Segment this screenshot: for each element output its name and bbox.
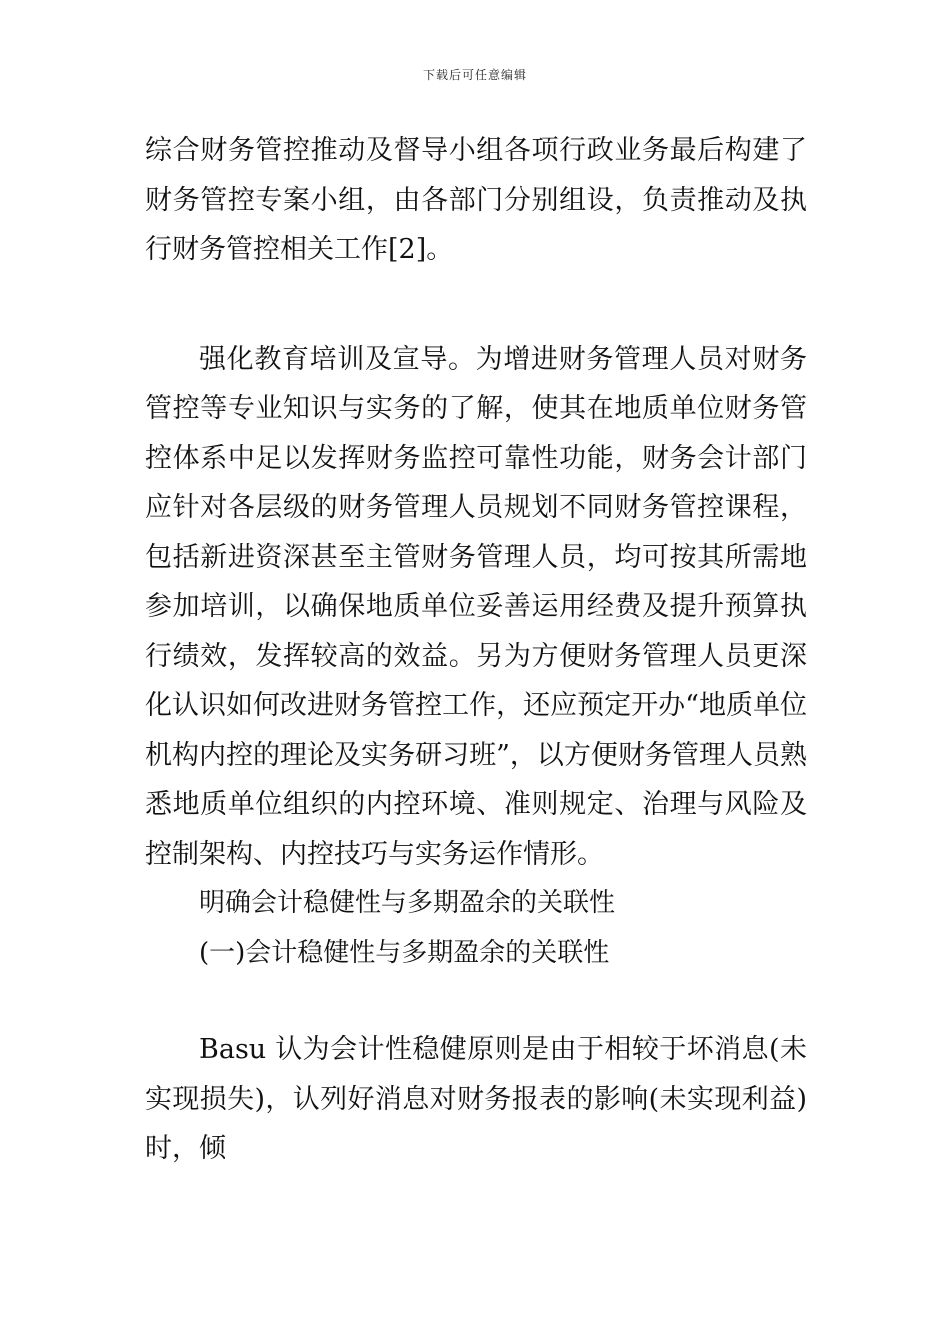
subsection-heading: (一)会计稳健性与多期盈余的关联性 <box>199 937 610 968</box>
paragraph-basu: Basu 认为会计性稳健原则是由于相较于坏消息(未实现损失)，认列好消息对财务报表的影响(未实现利益)时，倾 <box>145 1034 807 1164</box>
section-heading: 明确会计稳健性与多期盈余的关联性 <box>199 888 616 918</box>
page-header: 下载后可任意编辑 <box>422 68 527 82</box>
paragraph-continuation: 综合财务管控推动及督导小组各项行政业务最后构建了财务管控专案小组，由各部门分别组设，负责推动及执行财务管控相关工作[2]。 <box>145 135 807 265</box>
paragraph-training: 强化教育培训及宣导。为增进财务管理人员对财务管控等专业知识与实务的了解，使其在地质单位财务管控体系中足以发挥财务监控可靠性功能，财务会计部门应针对各层级的财务管理人员规划不同财务管控课程，包括新进资深甚至主管财务管理人员，均可按其所需地参加培训，以确保地质单位妥善运用经费及提升预算执行绩效，发挥较高的效益。另为方便财务管理人员更深化认识如何改进财务管控工作，还应预定开办“地质单位机构内控的理论及实务研习班”，以方便财务管理人员熟悉地质单位组织的内控环境、准则规定、治理与风险及控制架构、内控技巧与实务运作情形。 <box>145 343 807 870</box>
document-body <box>145 126 807 1174</box>
